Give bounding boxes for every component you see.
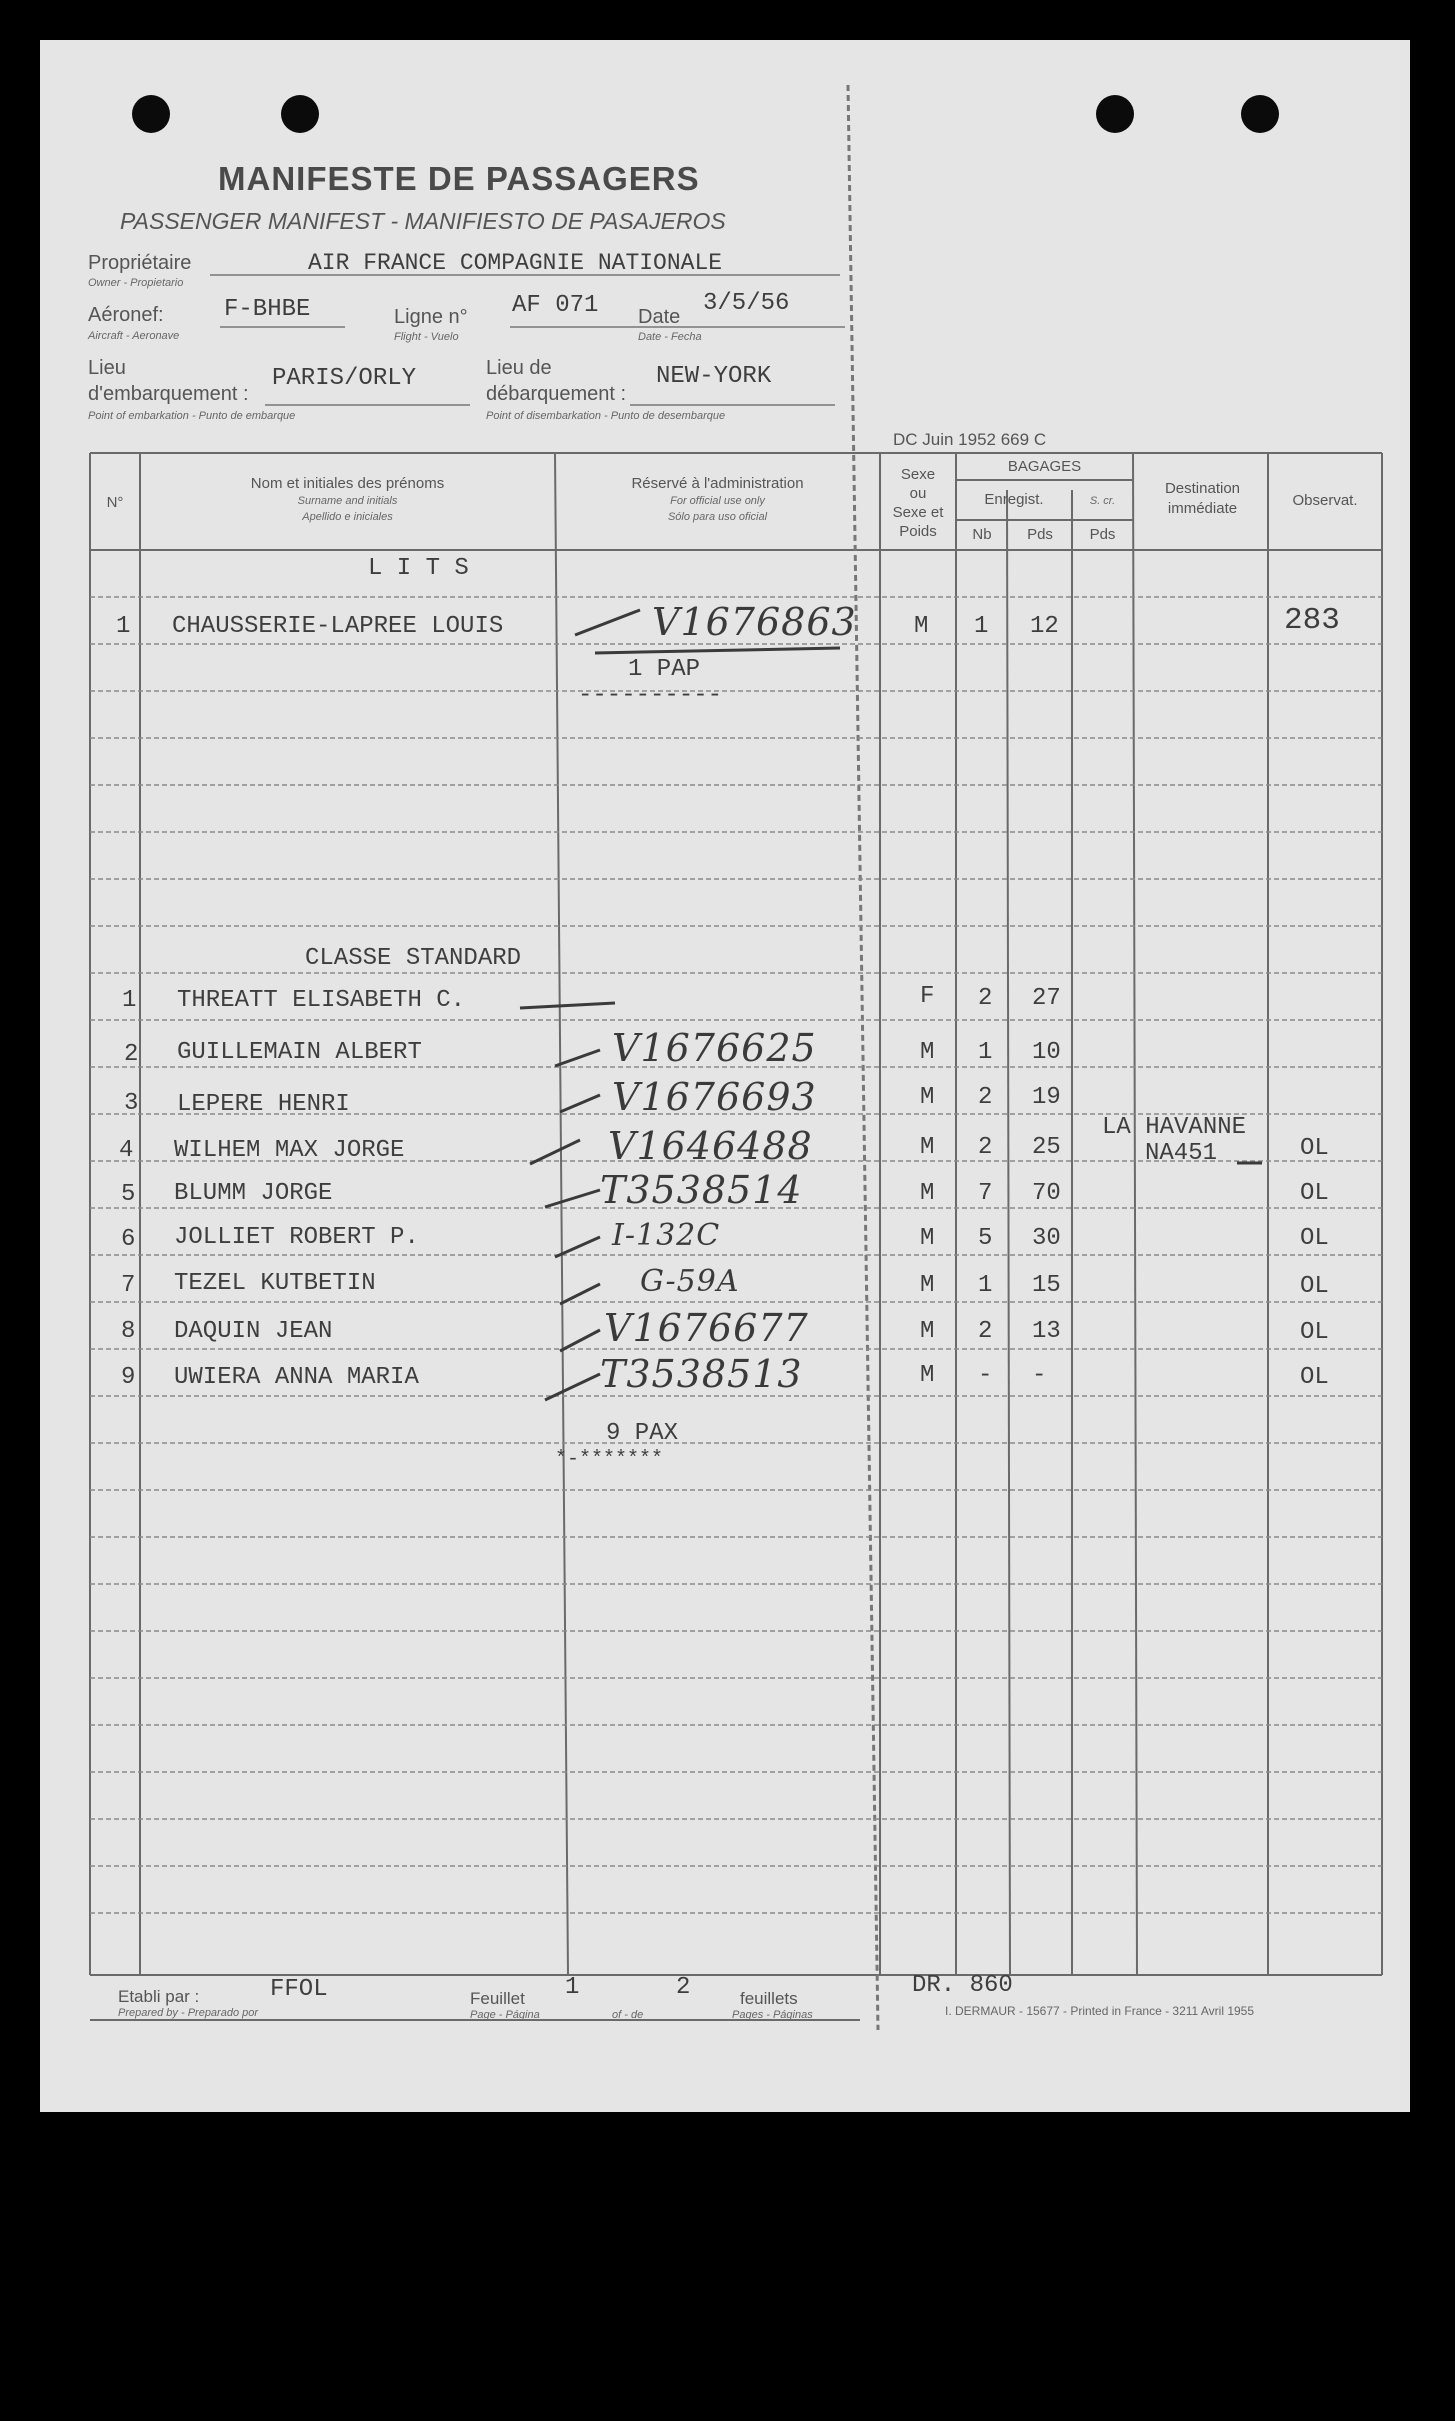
embark-label-2: d'embarquement : [88,383,249,405]
disembark-value: NEW-YORK [656,363,772,390]
date-sub: Date - Fecha [638,331,702,343]
row-sex: M [920,1318,935,1345]
col-header-no: N° [106,494,124,511]
row-name: WILHEM MAX JORGE [174,1137,405,1164]
row-no: 5 [121,1181,136,1208]
col-header-baggage: BAGAGES [1007,458,1082,475]
row-nb: 2 [978,1084,993,1111]
row-ticket: V1676693 [612,1075,817,1119]
row-sex: M [920,1180,935,1207]
col-header-admin-en: For official use only [670,495,765,507]
row-obs: OL [1300,1273,1329,1300]
dr-number: DR. 860 [912,1972,1013,1999]
row-nb: 2 [978,1134,993,1161]
owner-label: Propriétaire [88,252,192,274]
col-header-sex-or: ou [909,485,927,502]
section-lits: L I T S [368,555,469,582]
sheet-sub: Page - Página [470,2009,540,2021]
col-header-name: Nom et initiales des prénoms [250,475,445,492]
embark-value: PARIS/ORLY [272,365,417,392]
row-nb: 2 [978,1318,993,1345]
owner-sub: Owner - Propietario [88,277,184,289]
row-no: 6 [121,1226,136,1253]
row-sex: M [914,613,929,640]
col-header-registered: Enregist. [984,491,1044,508]
line-label: Ligne n° [394,306,468,328]
row-pds: 70 [1032,1180,1061,1207]
col-header-destination-2: immédiate [1167,500,1238,517]
prepared-label: Etabli par : [118,1987,200,2006]
row-ticket: V1676863 [652,600,857,644]
lits-total: 1 PAP [628,656,701,683]
row-ticket: V1676625 [612,1026,817,1070]
standard-total: 9 PAX [606,1420,679,1447]
row-no: 3 [124,1090,139,1117]
col-header-name-es: Apellido e iniciales [302,511,393,523]
row-obs: OL [1300,1364,1329,1391]
row-no: 9 [121,1364,136,1391]
row-name: UWIERA ANNA MARIA [174,1364,419,1391]
row-ticket: V1676677 [604,1306,809,1350]
col-header-destination: Destination [1164,480,1241,497]
destination-city: LA HAVANNE [1102,1114,1247,1141]
row-nb: 5 [978,1225,993,1252]
col-header-pds: Pds [1027,526,1053,543]
sheet-value: 1 [565,1974,580,2001]
row-no: 7 [121,1272,136,1299]
row-name: CHAUSSERIE-LAPREE LOUIS [172,613,504,640]
row-nb: - [978,1362,993,1389]
row-no: 2 [124,1041,139,1068]
row-pds: 19 [1032,1084,1061,1111]
row-ticket: T3538513 [600,1352,803,1396]
row-pds: 25 [1032,1134,1061,1161]
aircraft-sub: Aircraft - Aeronave [88,330,180,342]
row-pds: 13 [1032,1318,1061,1345]
col-header-admin-es: Sólo para uso oficial [667,511,768,523]
row-nb: 1 [974,613,989,640]
col-header-nb: Nb [972,526,992,543]
row-ticket: T3538514 [600,1168,803,1212]
aircraft-value: F-BHBE [224,296,311,323]
row-sex: M [920,1134,935,1161]
row-sex: M [920,1272,935,1299]
line-value: AF 071 [512,292,599,319]
row-sex: F [920,983,935,1010]
row-no: 1 [116,613,131,640]
row-nb: 1 [978,1272,993,1299]
prepared-value: FFOL [270,1976,328,2003]
row-pds: 30 [1032,1225,1061,1252]
disembark-label-1: Lieu de [486,357,552,379]
row-obs: OL [1300,1135,1329,1162]
col-header-sex-and: Sexe et [892,504,944,521]
row-nb: 7 [978,1180,993,1207]
row-pds: 10 [1032,1039,1061,1066]
row-nb: 1 [978,1039,993,1066]
row-sex: M [920,1225,935,1252]
manifest-subtitle: PASSENGER MANIFEST - MANIFIESTO DE PASAJEROS [120,208,726,234]
date-label: Date [638,306,681,328]
row-pds: 15 [1032,1272,1061,1299]
of-sub: of - de [612,2009,644,2021]
row-name: THREATT ELISABETH C. [177,987,466,1014]
row-no: 1 [122,987,137,1014]
col-header-weight: Poids [899,523,937,540]
row-name: JOLLIET ROBERT P. [174,1224,419,1251]
row-name: TEZEL KUTBETIN [174,1270,376,1297]
row-ticket: G-59A [640,1264,740,1299]
row-ticket: I-132C [612,1218,721,1253]
row-sex: M [920,1039,935,1066]
total-sheets-value: 2 [676,1974,691,2001]
date-value: 3/5/56 [703,290,790,317]
section-standard: CLASSE STANDARD [305,945,522,972]
row-pds: - [1032,1362,1047,1389]
col-header-name-en: Surname and initials [297,495,398,507]
row-pds: 27 [1032,985,1061,1012]
prepared-sub: Prepared by - Preparado por [118,2007,259,2019]
sheets-label: feuillets [740,1989,798,2008]
line-sub: Flight - Vuelo [394,331,459,343]
row-obs: 283 [1284,603,1340,638]
row-no: 4 [119,1137,134,1164]
embark-label-1: Lieu [88,357,126,379]
form-reference: DC Juin 1952 669 C [893,430,1047,449]
col-header-pds-sc: Pds [1089,526,1116,543]
row-sex: M [920,1362,935,1389]
row-obs: OL [1300,1180,1329,1207]
manifest-title: MANIFESTE DE PASSAGERS [218,160,700,197]
sheets-sub: Pages - Páginas [732,2009,813,2021]
row-sex: M [920,1084,935,1111]
col-header-sex: Sexe [900,466,936,483]
row-nb: 2 [978,985,993,1012]
row-name: LEPERE HENRI [177,1091,350,1118]
lits-dashes: ---------- [578,682,723,709]
standard-dashes: *-******* [555,1448,664,1471]
printer-line: I. DERMAUR - 15677 - Printed in France - 3211 Avril 1955 [945,2004,1255,2018]
disembark-sub: Point of disembarkation - Punto de desembarque [486,410,726,422]
embark-sub: Point of embarkation - Punto de embarque [88,410,296,422]
destination-flight: NA451 [1145,1140,1218,1167]
aircraft-label: Aéronef: [88,304,164,326]
row-no: 8 [121,1318,136,1345]
row-name: GUILLEMAIN ALBERT [177,1039,422,1066]
disembark-label-2: débarquement : [486,383,627,405]
row-name: DAQUIN JEAN [174,1318,333,1345]
col-header-sc: S. cr. [1089,495,1116,507]
owner-value: AIR FRANCE COMPAGNIE NATIONALE [308,250,723,276]
row-obs: OL [1300,1225,1329,1252]
col-header-admin: Réservé à l'administration [631,475,804,492]
col-header-observations: Observat. [1292,492,1358,509]
sheet-label: Feuillet [470,1989,525,2008]
row-obs: OL [1300,1319,1329,1346]
row-name: BLUMM JORGE [174,1180,333,1207]
row-ticket: V1646488 [608,1124,813,1168]
row-pds: 12 [1030,613,1059,640]
